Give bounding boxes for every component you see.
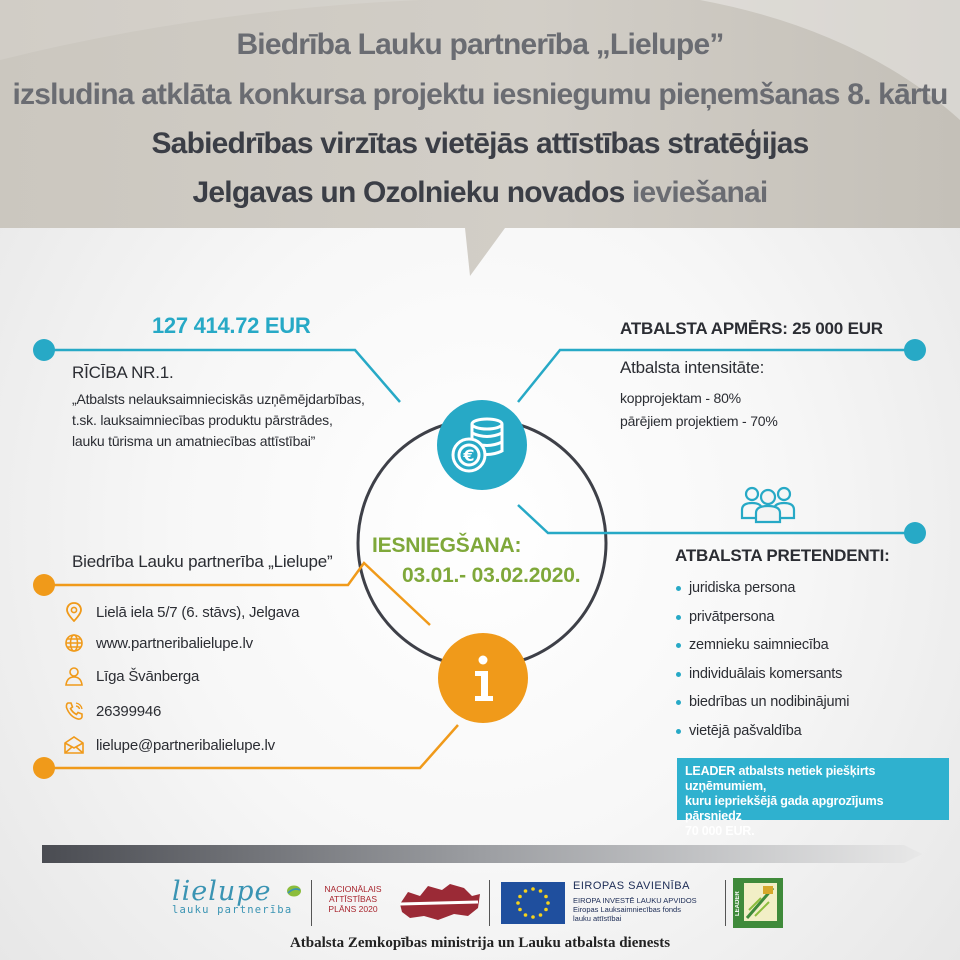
support-intensity-label: Atbalsta intensitāte: <box>620 358 765 377</box>
latvia-map-logo <box>398 882 482 922</box>
contact-phone[interactable]: 26399946 <box>96 702 162 720</box>
applicant-item: privātpersona <box>675 603 849 632</box>
applicant-item: zemnieku saimniecība <box>675 631 849 660</box>
lielupe-leaf-icon <box>286 884 302 898</box>
action-description-line: t.sk. lauksaimniecības produktu pārstrādes, <box>72 412 333 428</box>
people-icon <box>740 484 796 524</box>
intensity-item: pārējiem projektiem - 70% <box>620 413 778 429</box>
total-amount: 127 414.72 EUR <box>152 313 311 338</box>
support-amount-title: ATBALSTA APMĒRS: 25 000 EUR <box>620 319 883 338</box>
header-title-line-4-accent: ieviešanai <box>632 176 768 209</box>
teal-dot-right-middle <box>904 522 926 544</box>
sponsor-logos <box>0 874 960 932</box>
submission-dates: 03.01.- 03.02.2020. <box>402 564 581 587</box>
coins-euro-icon <box>437 400 527 490</box>
contact-website-link[interactable]: www.partneribalielupe.lv <box>96 634 253 652</box>
leader-note-line: 70 000 EUR. <box>685 824 755 838</box>
header-title-line-4-main: Jelgavas un Ozolnieku novados <box>192 176 625 209</box>
action-description-line: lauku tūrisma un amatniecības attīstībai” <box>72 433 316 449</box>
contact-org: Biedrība Lauku partnerība „Lielupe” <box>72 552 333 571</box>
submission-label: IESNIEGŠANA: <box>372 534 522 557</box>
svg-text:€: € <box>463 446 475 465</box>
envelope-icon <box>64 735 84 755</box>
leader-logo <box>733 878 783 928</box>
support-intensity-list <box>620 387 778 433</box>
info-icon <box>438 633 528 723</box>
leader-note-line: kuru iepriekšējā gada apgrozījums pārsniedz <box>685 794 884 823</box>
eu-line: Eiropas Lauksaimniecības fonds <box>573 905 681 914</box>
contact-email-row[interactable] <box>64 732 275 758</box>
contact-person-row <box>64 663 199 689</box>
nap-line: PLĀNS 2020 <box>328 904 378 914</box>
footer-credit: Atbalsta Zemkopības ministrija un Lauku atbalsta dienests <box>289 935 671 951</box>
contact-website-row[interactable] <box>64 630 253 656</box>
applicant-item: juridiska persona <box>675 574 849 603</box>
header-title-line-3: Sabiedrības virzītas vietējās attīstības stratēģijas <box>151 127 809 160</box>
location-pin-icon <box>64 602 84 622</box>
contact-address: Lielā iela 5/7 (6. stāvs), Jelgava <box>96 603 300 621</box>
contact-person: Līga Švānberga <box>96 667 200 685</box>
nap-logo-text <box>318 884 388 914</box>
leader-note <box>677 758 949 838</box>
contact-email-link[interactable]: lielupe@partneribalielupe.lv <box>96 736 275 754</box>
eu-flag-logo <box>501 882 565 924</box>
phone-icon <box>64 701 84 721</box>
teal-dot-right-top <box>904 339 926 361</box>
nap-line: NACIONĀLAIS <box>324 884 382 894</box>
eu-line: EIROPA INVESTĒ LAUKU APVIDOS <box>573 896 697 905</box>
nap-line: ATTĪSTĪBAS <box>328 894 378 904</box>
logo-divider <box>311 880 312 926</box>
contact-address-row <box>64 599 299 625</box>
lielupe-logo-name: lielupe <box>172 876 272 907</box>
applicants-list <box>675 574 849 745</box>
person-icon <box>64 666 84 686</box>
header-title-line-2: izsludina atklāta konkursa projektu iesniegumu pieņemšanas 8. kārtu <box>12 78 948 111</box>
eu-text-block <box>573 880 723 923</box>
action-description <box>72 389 365 452</box>
header-title-line-1: Biedrība Lauku partnerība „Lielupe” <box>236 28 724 61</box>
footer-arrow-band <box>42 843 922 865</box>
applicant-item: vietējā pašvaldība <box>675 717 849 746</box>
orange-dot-left-bottom <box>33 757 55 779</box>
lielupe-logo-sub: lauku partnerība <box>172 904 293 916</box>
applicant-item: individuālais komersants <box>675 660 849 689</box>
header-title-line-4 <box>0 176 960 210</box>
contact-phone-row[interactable] <box>64 698 161 724</box>
action-title: RĪCĪBA NR.1. <box>72 363 174 382</box>
globe-icon <box>64 633 84 653</box>
applicants-title: ATBALSTA PRETENDENTI: <box>675 546 890 565</box>
intensity-item: kopprojektam - 80% <box>620 390 741 406</box>
applicant-item: biedrības un nodibinājumi <box>675 688 849 717</box>
teal-dot-left <box>33 339 55 361</box>
logo-divider <box>489 880 490 926</box>
eu-title: EIROPAS SAVIENĪBA <box>573 880 690 892</box>
logo-divider <box>725 880 726 926</box>
leader-label: LEADER <box>735 891 741 917</box>
lielupe-logo <box>172 876 302 926</box>
leader-note-line: LEADER atbalsts netiek piešķirts uzņēmumiem, <box>685 764 876 793</box>
orange-dot-left-top <box>33 574 55 596</box>
eu-line: lauku attīstībai <box>573 914 622 923</box>
action-description-line: „Atbalsts nelauksaimnieciskās uzņēmējdarbības, <box>72 391 365 407</box>
